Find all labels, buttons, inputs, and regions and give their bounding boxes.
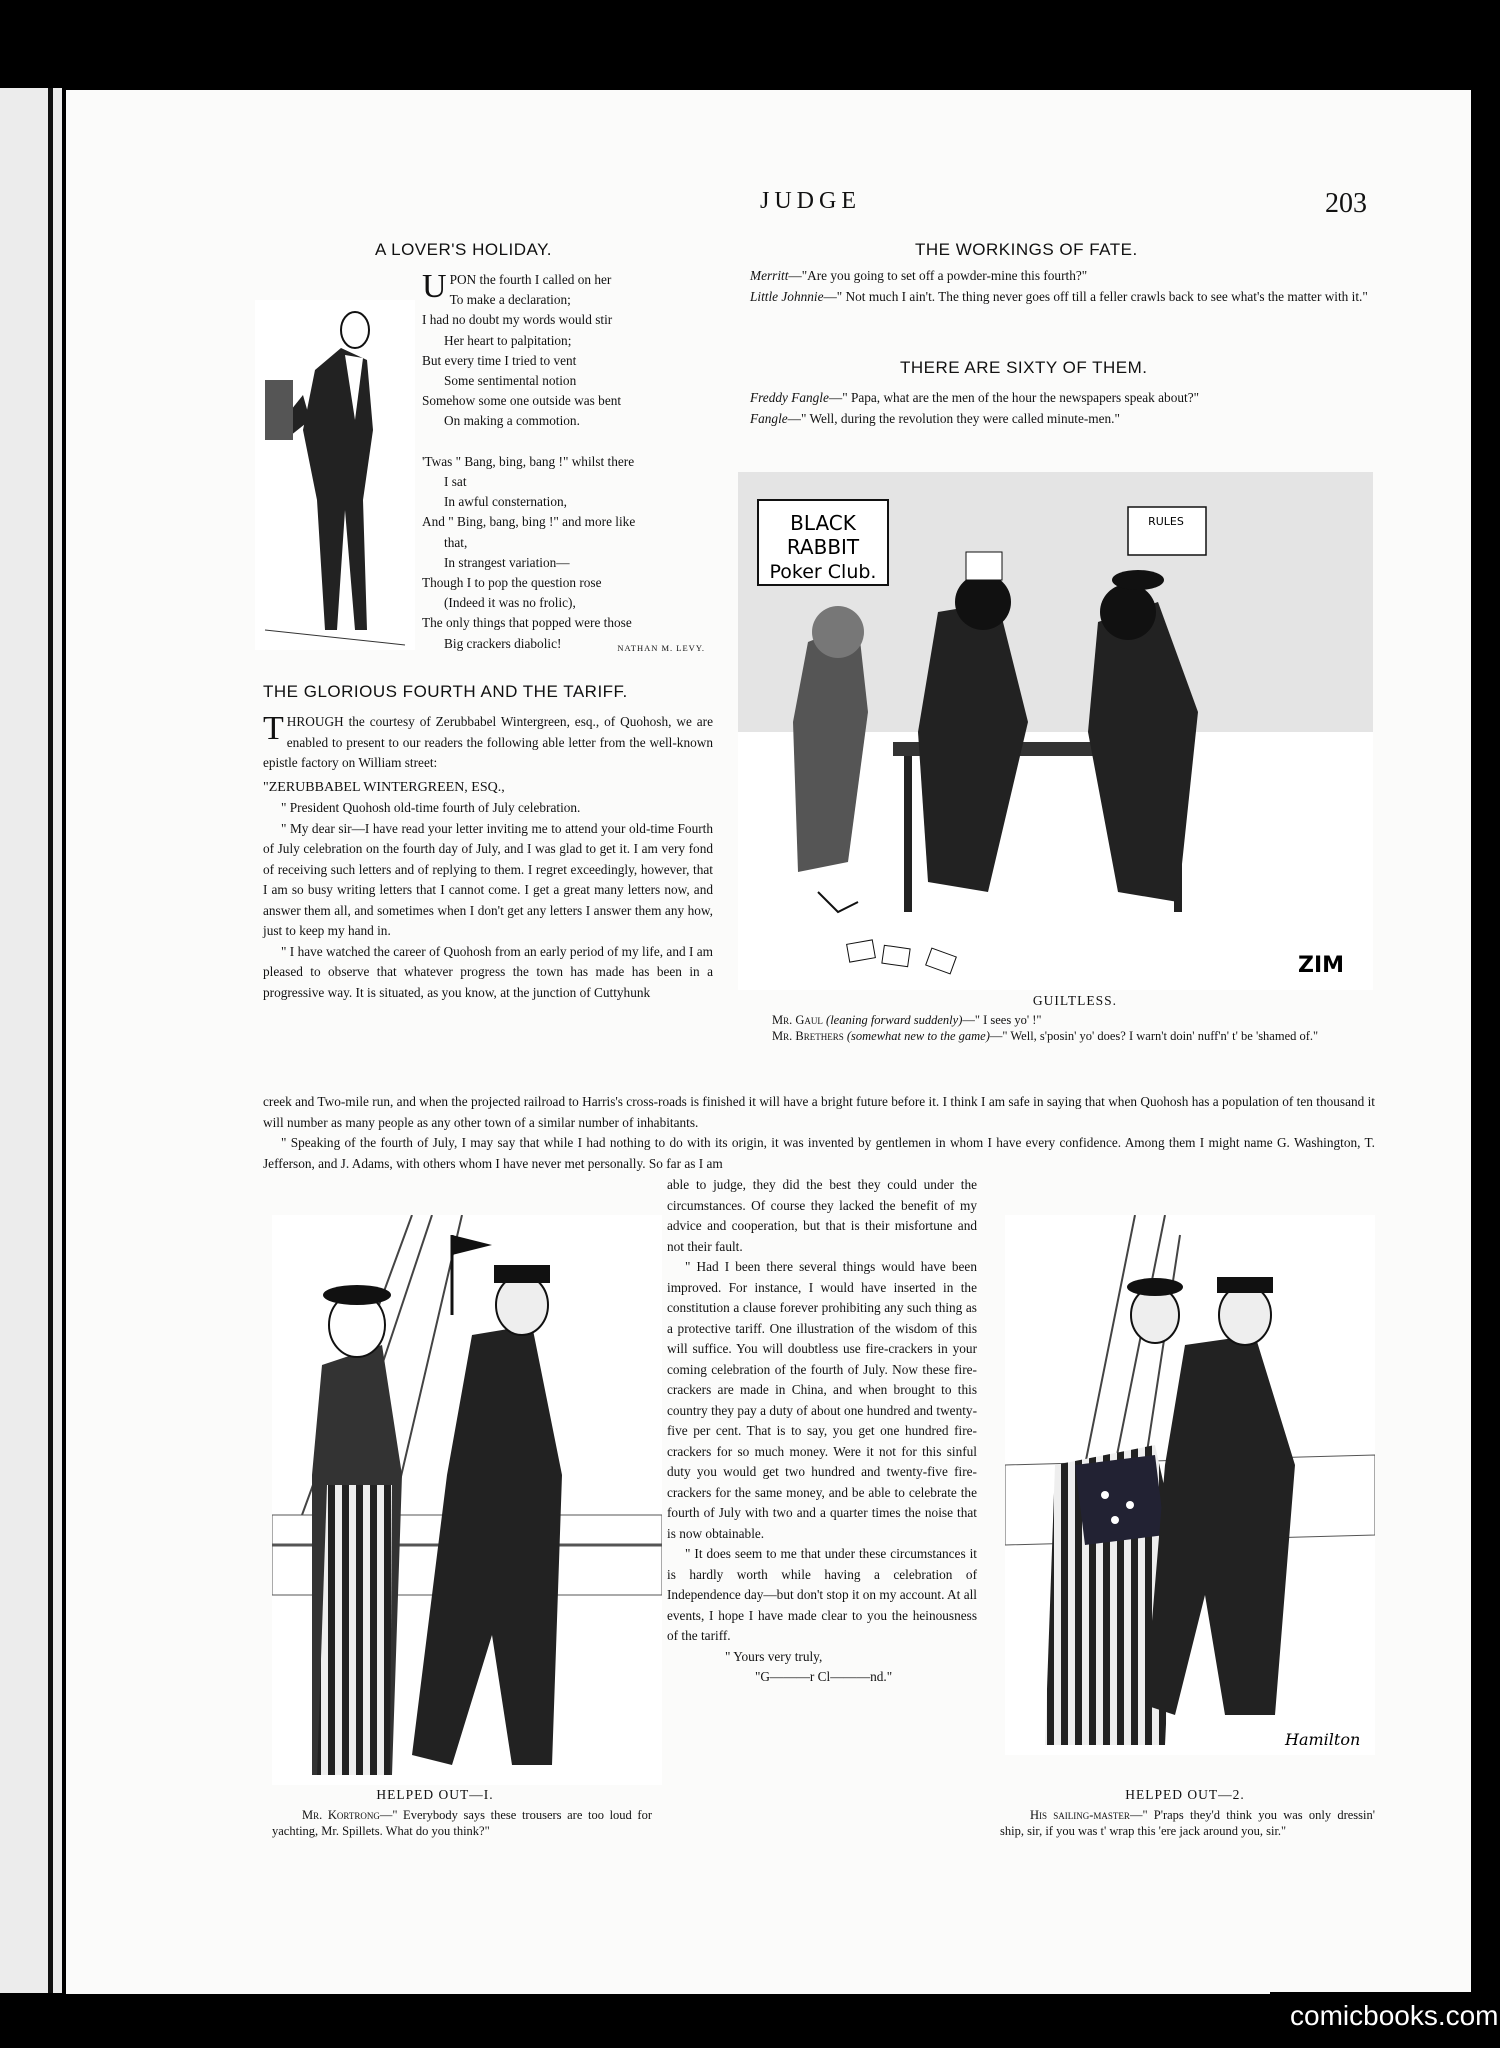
letter-addressee: "ZERUBBABEL WINTERGREEN, ESQ., [263,779,505,795]
speaker-sailing-master: His sailing-master [1030,1808,1130,1822]
letter-closing: " Yours very truly, [725,1648,823,1664]
lovers-holiday-title: A LOVER'S HOLIDAY. [375,240,552,259]
artist-signature-zim: ZIM [1298,953,1345,978]
guiltless-title: GUILTLESS. [1032,993,1118,1008]
helped-out-1-caption [272,1807,652,1839]
helped-out-1-illustration [272,1215,662,1785]
stage-direction-2: (somewhat new to the game) [846,1029,990,1043]
poem-signature: NATHAN M. LEVY. [617,643,705,653]
poem-line: Though I to pop the question rose [422,575,602,591]
poem-line: that, [444,534,468,550]
glorious-fourth-center-column [667,1175,977,1688]
line-johnnie: —" Not much I ain't. The thing never goes off till a feller crawls back to see what's the matter with it." [823,288,1368,304]
speaker-merritt: Merritt [750,268,789,283]
speaker-gaul: Mr. Gaul [772,1013,823,1027]
poem-line: But every time I tried to vent [422,352,577,368]
artist-signature-hamilton: Hamilton [1285,1730,1361,1749]
line-sailing-master: —" P'raps they'd think you was only dressin' ship, sir, if you was t' wrap this 'ere jack around you, sir." [1000,1808,1375,1838]
glorious-fourth-column [263,712,713,1003]
poem-line: Big crackers diabolic! [444,635,562,651]
poem-line: In strangest variation— [444,554,570,570]
poem-line: PON the fourth I called on her [449,272,612,287]
line-fangle: —" Well, during the revolution they were called minute-men." [787,410,1120,426]
poker-club-illustration [738,472,1373,990]
speaker-kortrong: Mr. Kortrong [302,1808,380,1822]
glorious-fourth-title: THE GLORIOUS FOURTH AND THE TARIFF. [263,682,628,701]
gentleman-illustration [255,300,415,650]
poem-dropcap: U [422,268,447,305]
page-number: 203 [1325,188,1367,219]
helped-out-1-title: HELPED OUT—I. [376,1787,494,1802]
letter-para-4: " Had I been there several things would have been improved. For instance, I would have inserted in the constitution a clause forever prohibiting any such thing as a protective tariff. One illustration of the wisdom of this will suffice. You will doubtless use fire-crackers in your coming celebration of the fourth of July. Now these fire-crackers are made in China, and when brought to this country they pay a duty of about one hundred and twenty-five per cent. That is to say, you get one hundred fire-crackers for so much money. Were it not for this sinful duty you would get two hundred and twenty-five fire-crackers for the same money, and be able to celebrate the fourth of July with two and a quarter times the noise that is now obtainable. [667,1259,977,1541]
rules-sign: RULES [1148,515,1184,528]
sixty-of-them-title: THERE ARE SIXTY OF THEM. [900,358,1148,377]
line-brethers: —" Well, s'posin' yo' does? I warn't doin' nuff'n' t' be 'shamed of." [989,1029,1319,1043]
speaker-brethers: Mr. Brethers [772,1029,844,1043]
letter-signoff: "G———r Cl———nd." [755,1669,893,1684]
poem-line [422,432,722,452]
poem-line: 'Twas " Bang, bing, bang !" whilst there [422,453,635,469]
glorious-fourth-wide-text [263,1092,1375,1174]
poem-lines [422,270,722,654]
letter-para-3-cont: able to judge, they did the best they could under the circumstances. Of course they lacked the benefit of my advice and cooperation, but that is their misfortune and not their fault. [667,1177,977,1254]
line-freddy: —" Papa, what are the men of the hour the newspapers speak about?" [828,390,1200,405]
poem-line: On making a commotion. [444,413,580,429]
speaker-fangle: Fangle [750,410,788,426]
poem-line: The only things that popped were those [422,615,632,631]
sign-line-1: BLACK [790,511,856,535]
line-kortrong: —" Everybody says these trousers are too loud for yachting, Mr. Spillets. What do you think?" [272,1808,652,1838]
helped-out-2-illustration [1005,1215,1375,1755]
line-gaul: —" I sees yo' !" [962,1013,1042,1027]
letter-para-2: " I have watched the career of Quohosh from an early period of my life, and I am pleased to observe that whatever progress the town has made has been in a progressive way. It is situated, as you know, at the junction of Cuttyhunk [263,943,713,1000]
letter-para-3: " Speaking of the fourth of July, I may say that while I had nothing to do with its origin, it was invented by gentlemen in whom I have every confidence. Among them I might name G. Washington, T. Jefferson, and J. Adams, with others whom I have never met personally. So far as I am [263,1135,1375,1171]
letter-para-1: " My dear sir—I have read your letter inviting me to attend your old-time Fourth of July celebration on the fourth day of July, and I was glad to get it. I am very fond of receiving such letters and of replying to them. I regret exceedingly, however, that I am so busy writing letters that I cannot come. I get a great many letters now, and answer them all, and sometimes when I don't get any letters I answer them any how, just to keep my hand in. [263,820,713,938]
article-intro: HROUGH the courtesy of Zerubbabel Wintergreen, esq., of Quohosh, we are enabled to present to our readers the following able letter from the well-known epistle factory on William street: [263,714,713,770]
lovers-holiday-poem [422,270,722,654]
poem-line: Somehow some one outside was bent [422,393,622,409]
letter-para-5: " It does seem to me that under these circumstances it is hardly worth while having a celebration of Independence day—but don't stop it on my account. At all events, I hope I have made clear to you the heinousness of the tariff. [667,1546,977,1643]
site-watermark: comicbooks.com [1290,2000,1499,2031]
poem-line: I had no doubt my words would stir [422,312,613,328]
poem-line: Her heart to palpitation; [444,332,572,348]
article-dropcap: T [263,710,284,747]
poem-line: I sat [444,474,467,490]
poem-line: And " Bing, bang, bing !" and more like [422,514,636,530]
speaker-freddy: Freddy Fangle [750,390,829,405]
poem-line: To make a declaration; [449,292,571,308]
line-merritt: —"Are you going to set off a powder-mine this fourth?" [788,268,1088,283]
poem-line: (Indeed it was no frolic), [444,595,576,611]
guiltless-caption [732,1012,1372,1044]
helped-out-2-title: HELPED OUT—2. [1125,1787,1245,1802]
sign-line-2: RABBIT [786,535,860,559]
speaker-johnnie: Little Johnnie [750,288,824,304]
workings-of-fate-text [732,266,1372,307]
workings-of-fate-title: THE WORKINGS OF FATE. [915,240,1138,259]
binding-shadow [48,88,53,1993]
poem-line: In awful consternation, [444,494,567,510]
stage-direction-1: (leaning forward suddenly) [826,1013,963,1027]
poem-line: Some sentimental notion [444,373,577,389]
sixty-of-them-text [732,388,1372,429]
letter-para-2-cont: creek and Two-mile run, and when the projected railroad to Harris's cross-roads is finished it will have a bright future before it. I think I am safe in saying that when Quohosh has a population of ten thousand it will number as many people as any other town of a similar number of inhabitants. [263,1094,1375,1130]
sign-line-3: Poker Club. [769,561,877,583]
letter-subject: " President Quohosh old-time fourth of July celebration. [281,800,581,815]
masthead: JUDGE [760,188,861,214]
helped-out-2-caption [1000,1807,1375,1839]
